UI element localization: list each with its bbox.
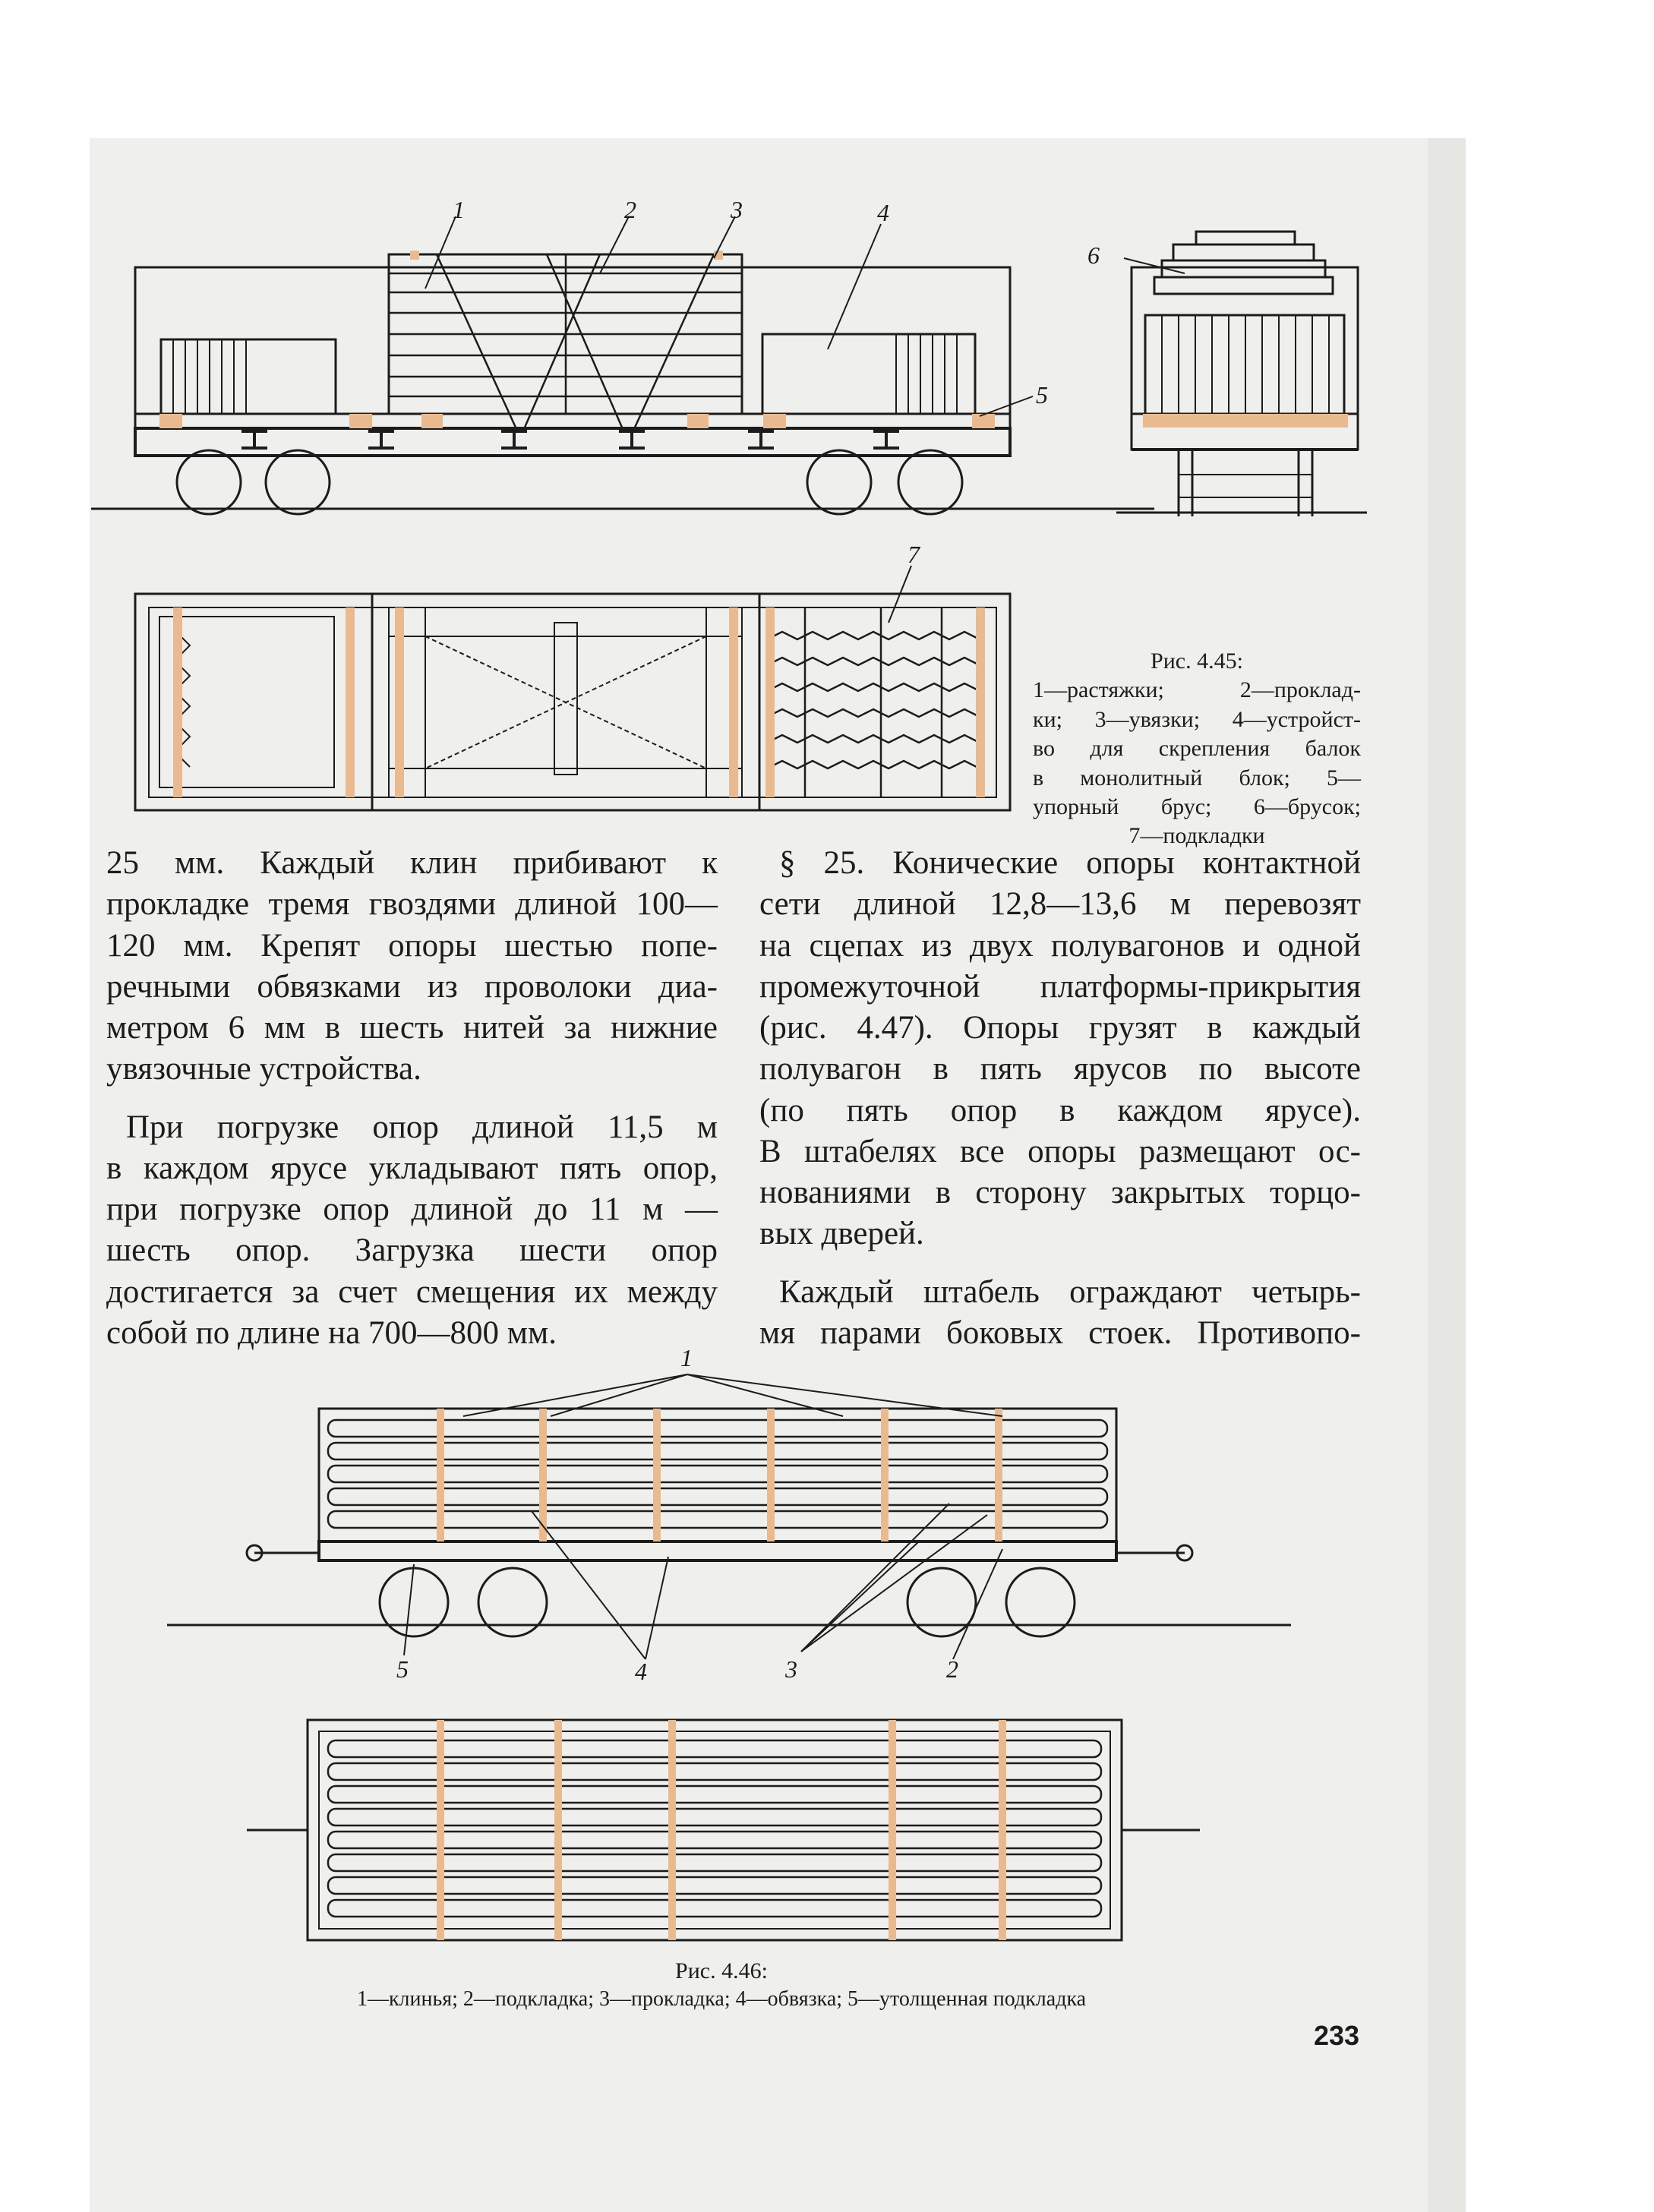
fig445-legend-line: 7—подкладки: [1128, 823, 1265, 849]
fig445-legend-line: в монолитный блок; 5—: [1033, 765, 1361, 790]
fig445-label-5: 5: [1036, 381, 1048, 409]
text-line: на сцепах из двух полувагонов и одной: [759, 927, 1361, 964]
text-line: метром 6 мм в шесть нитей за нижние: [106, 1010, 718, 1046]
text-line: (по пять опор в каждом ярусе).: [759, 1092, 1361, 1128]
fig446-label-5: 5: [396, 1655, 409, 1683]
text-line: сети длиной 12,8—13,6 м перевозят: [759, 886, 1361, 923]
fig446-caption: [228, 1957, 1215, 2013]
fig446-title: Рис. 4.46:: [675, 1958, 768, 1983]
fig445-title: Рис. 4.45:: [1151, 648, 1243, 674]
text-line: прокладке тремя гвоздями длиной 100—: [106, 886, 718, 923]
left-column-text: [106, 843, 718, 1354]
fig445-legend-line: во для скрепления балок: [1033, 736, 1361, 762]
fig446-side-view: [167, 1374, 1291, 1659]
text-line: при погрузке опор длиной до 11 м —: [106, 1191, 718, 1228]
text-line: вых дверей.: [759, 1216, 924, 1252]
text-line: собой по длине на 700—800 мм.: [106, 1314, 557, 1351]
text-line: 25 мм. Каждый клин прибивают к: [106, 845, 718, 881]
fig445-end-view: [1116, 232, 1367, 516]
page-number: 233: [1314, 2020, 1360, 2051]
fig446-label-1: 1: [680, 1344, 693, 1371]
text-line: достигается за счет смещения их между: [106, 1273, 718, 1310]
fig446-label-4: 4: [635, 1658, 647, 1685]
text-line: нованиями в сторону закрытых торцо-: [759, 1175, 1361, 1211]
text-line: 120 мм. Крепят опоры шестью попе-: [106, 927, 718, 964]
fig446-plan-view: [247, 1720, 1200, 1940]
text-line: (рис. 4.47). Опоры грузят в каждый: [759, 1010, 1361, 1046]
text-line: § 25. Конические опоры контактной: [779, 845, 1361, 881]
fig445-legend-line: упорный брус; 6—брусок;: [1033, 794, 1361, 819]
text-line: в каждом ярусе укладывают пять опор,: [106, 1150, 718, 1186]
fig446-legend: 1—клинья; 2—подкладка; 3—прокладка; 4—обвязка; 5—утолщенная подкладка: [356, 1987, 1087, 2012]
fig445-plan-view: [135, 566, 1010, 810]
fig445-label-6: 6: [1087, 241, 1100, 269]
right-column-text: [759, 843, 1361, 1354]
fig445-label-2: 2: [624, 196, 636, 223]
fig446-label-3: 3: [785, 1655, 797, 1683]
fig445-legend-line: ки; 3—увязки; 4—устройст-: [1033, 706, 1361, 732]
text-line: Каждый штабель ограждают четырь-: [779, 1273, 1361, 1310]
text-line: промежуточной платформы-прикрытия: [759, 968, 1361, 1005]
fig445-legend-line: 1—растяжки; 2—проклад-: [1033, 677, 1361, 703]
fig445-label-1: 1: [453, 196, 465, 223]
text-line: шесть опор. Загрузка шести опор: [106, 1232, 718, 1269]
text-line: речными обвязками из проволоки диа-: [106, 968, 718, 1005]
fig445-label-4: 4: [877, 199, 889, 226]
text-line: увязочные устройства.: [106, 1051, 421, 1087]
text-line: мя парами боковых стоек. Противопо-: [759, 1314, 1361, 1351]
fig445-side-view: [91, 216, 1154, 514]
fig445-caption: [1033, 647, 1361, 851]
fig445-label-7: 7: [907, 541, 920, 568]
text-line: При погрузке опор длиной 11,5 м: [126, 1109, 718, 1145]
text-line: полувагон в пять ярусов по высоте: [759, 1051, 1361, 1087]
fig446-label-2: 2: [946, 1655, 958, 1683]
text-line: В штабелях все опоры размещают ос-: [759, 1133, 1361, 1169]
fig445-label-3: 3: [731, 196, 743, 223]
